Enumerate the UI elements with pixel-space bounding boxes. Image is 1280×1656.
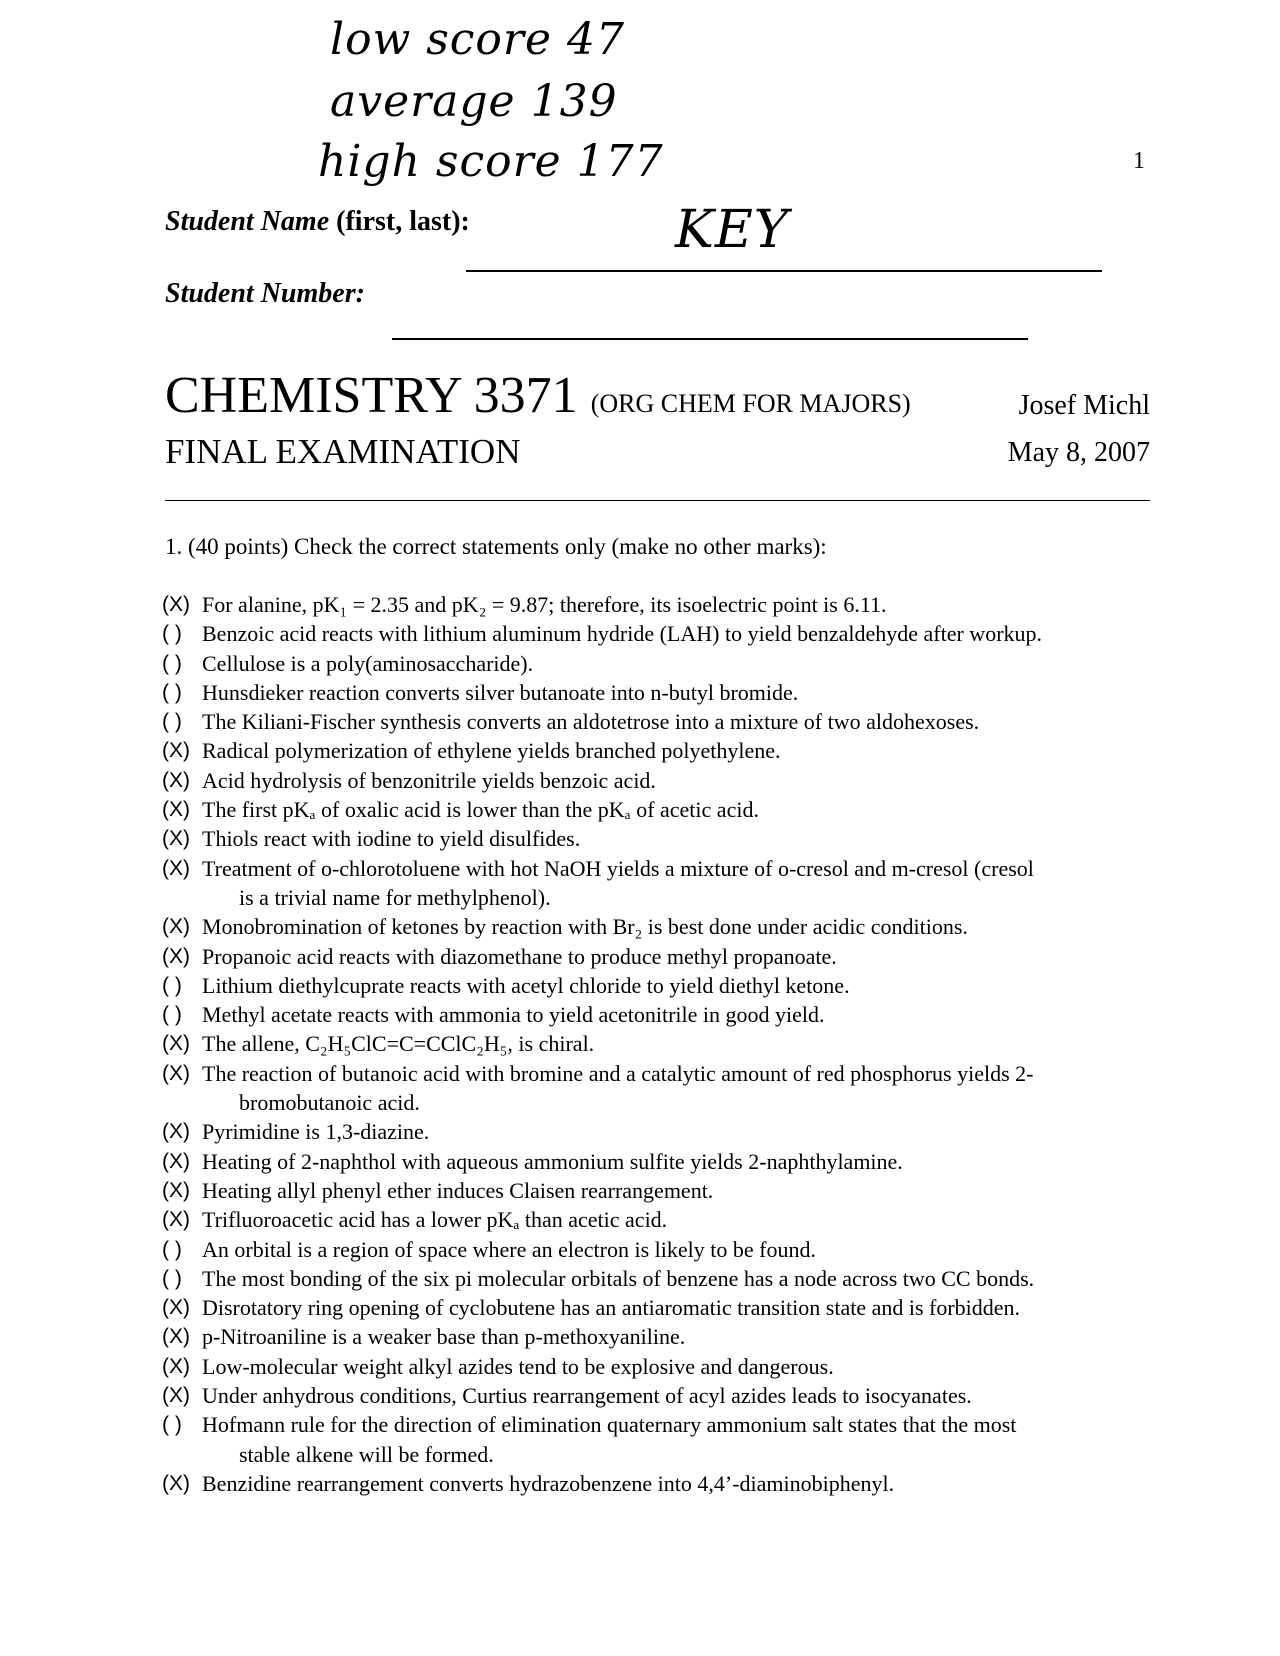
checkbox-mark[interactable]: (X) — [162, 593, 190, 616]
statement-text: The allene, C₂H₅ClC=C=CClC₂H₅, is chiral. — [202, 1031, 595, 1057]
statement-text: Low-molecular weight alkyl azides tend to be explosive and dangerous. — [202, 1353, 834, 1379]
statement-item — [162, 590, 1157, 619]
handwritten-key: KEY — [675, 200, 790, 260]
statement-item — [162, 1059, 1157, 1118]
checkbox-mark[interactable]: ( ) — [162, 1266, 182, 1290]
statement-text: The most bonding of the six pi molecular orbitals of benzene has a node across two CC bonds. — [202, 1265, 1035, 1291]
statement-item — [162, 619, 1157, 648]
statement-item — [162, 678, 1157, 707]
checkbox-mark[interactable]: (X) — [162, 1208, 190, 1232]
statement-item — [162, 736, 1157, 765]
checkbox-mark[interactable]: (X) — [162, 798, 190, 822]
checkbox-mark[interactable]: (X) — [162, 827, 190, 851]
checkbox-mark[interactable]: (X) — [162, 1149, 190, 1173]
student-number-label-text: Student Number: — [165, 278, 365, 309]
checkbox-mark[interactable]: (X) — [162, 1296, 190, 1320]
student-name-label-italic: Student Name — [165, 206, 330, 237]
statement-item — [162, 912, 1157, 941]
statement-item — [162, 971, 1157, 1000]
statement-text: Under anhydrous conditions, Curtius rearrangement of acyl azides leads to isocyanates. — [202, 1383, 972, 1409]
statement-text: For alanine, pK₁ = 2.35 and pK₂ = 9.87; therefore, its isoelectric point is 6.11. — [202, 592, 887, 617]
statement-text: Heating allyl phenyl ether induces Claisen rearrangement. — [202, 1177, 714, 1203]
statement-item — [162, 1117, 1157, 1146]
checkbox-mark[interactable]: ( ) — [162, 622, 182, 646]
statement-item — [162, 1235, 1157, 1264]
handwritten-high-score: high score 177 — [318, 136, 664, 187]
student-number-label — [165, 278, 365, 310]
question-heading: 1. (40 points) Check the correct statements only (make no other marks): — [165, 534, 827, 559]
header-divider — [165, 500, 1150, 501]
checkbox-mark[interactable]: (X) — [162, 915, 190, 939]
statement-item — [162, 1205, 1157, 1234]
statement-item — [162, 854, 1157, 913]
statement-item — [162, 1147, 1157, 1176]
statement-list — [162, 590, 1157, 1498]
statement-text-continued: stable alkene will be formed. — [239, 1441, 494, 1467]
statement-text: Disrotatory ring opening of cyclobutene has an antiaromatic transition state and is forbidden. — [202, 1295, 1021, 1321]
checkbox-mark[interactable]: ( ) — [162, 710, 182, 734]
statement-item — [162, 795, 1157, 824]
statement-text: Benzidine rearrangement converts hydrazobenzene into 4,4’-diaminobiphenyl. — [202, 1470, 895, 1496]
checkbox-mark[interactable]: (X) — [162, 1354, 190, 1378]
checkbox-mark[interactable]: (X) — [162, 944, 190, 968]
statement-text: Hofmann rule for the direction of elimination quaternary ammonium salt states that the most — [202, 1412, 1017, 1438]
checkbox-mark[interactable]: ( ) — [162, 680, 182, 704]
statement-text-continued: bromobutanoic acid. — [239, 1090, 420, 1116]
checkbox-mark[interactable]: (X) — [162, 1325, 190, 1349]
checkbox-mark[interactable]: (X) — [162, 739, 190, 763]
statement-text: An orbital is a region of space where an electron is likely to be found. — [202, 1236, 816, 1262]
student-name-label-rest: (first, last): — [336, 206, 470, 237]
statement-text: The Kiliani-Fischer synthesis converts an aldotetrose into a mixture of two aldohexoses. — [202, 709, 980, 735]
checkbox-mark[interactable]: ( ) — [162, 1003, 182, 1027]
statement-text: The reaction of butanoic acid with bromine and a catalytic amount of red phosphorus yields 2- — [202, 1060, 1034, 1086]
statement-item — [162, 824, 1157, 853]
statement-item — [162, 1000, 1157, 1029]
statement-item — [162, 1029, 1157, 1058]
statement-item — [162, 1322, 1157, 1351]
checkbox-mark[interactable]: (X) — [162, 1384, 190, 1408]
student-number-line — [392, 338, 1028, 340]
statement-item — [162, 766, 1157, 795]
statement-item — [162, 1410, 1157, 1469]
statement-text: Radical polymerization of ethylene yields branched polyethylene. — [202, 738, 781, 764]
statement-text: Benzoic acid reacts with lithium aluminum hydride (LAH) to yield benzaldehyde after workup. — [202, 621, 1043, 647]
statement-text: Pyrimidine is 1,3-diazine. — [202, 1119, 430, 1145]
statement-item — [162, 1264, 1157, 1293]
statement-text: Hunsdieker reaction converts silver butanoate into n-butyl bromide. — [202, 679, 799, 705]
statement-text: Trifluoroacetic acid has a lower pKₐ than acetic acid. — [202, 1207, 668, 1233]
student-name-line — [466, 270, 1102, 272]
statement-text-continued: is a trivial name for methylphenol). — [239, 884, 551, 910]
checkbox-mark[interactable]: (X) — [162, 1061, 190, 1085]
course-subtitle: (ORG CHEM FOR MAJORS) — [590, 389, 911, 418]
handwritten-low-score: low score 47 — [330, 14, 625, 65]
instructor-name: Josef Michl — [1018, 390, 1150, 421]
statement-item — [162, 649, 1157, 678]
statement-text: Acid hydrolysis of benzonitrile yields benzoic acid. — [202, 767, 656, 793]
statement-item — [162, 1381, 1157, 1410]
statement-text: Monobromination of ketones by reaction with Br₂ is best done under acidic conditions. — [202, 914, 968, 940]
statement-item — [162, 1176, 1157, 1205]
statement-text: Treatment of o-chlorotoluene with hot NaOH yields a mixture of o-cresol and m-cresol (cresol — [202, 855, 1034, 881]
course-name: CHEMISTRY 3371 — [165, 367, 578, 424]
statement-text: The first pKₐ of oxalic acid is lower than the pKₐ of acetic acid. — [202, 797, 759, 823]
statement-text: Lithium diethylcuprate reacts with acetyl chloride to yield diethyl ketone. — [202, 972, 850, 998]
statement-text: Propanoic acid reacts with diazomethane to produce methyl propanoate. — [202, 943, 837, 969]
checkbox-mark[interactable]: (X) — [162, 1032, 190, 1056]
checkbox-mark[interactable]: (X) — [162, 1471, 190, 1495]
checkbox-mark[interactable]: (X) — [162, 1178, 190, 1202]
checkbox-mark[interactable]: ( ) — [162, 1413, 182, 1437]
page-number: 1 — [1133, 148, 1145, 174]
checkbox-mark[interactable]: (X) — [162, 1120, 190, 1144]
statement-item — [162, 942, 1157, 971]
course-title — [165, 367, 911, 424]
statement-text: Methyl acetate reacts with ammonia to yield acetonitrile in good yield. — [202, 1002, 825, 1028]
exam-date: May 8, 2007 — [1007, 437, 1150, 468]
statement-text: p-Nitroaniline is a weaker base than p-methoxyaniline. — [202, 1324, 686, 1350]
checkbox-mark[interactable]: ( ) — [162, 651, 182, 675]
student-name-label — [165, 206, 470, 238]
exam-title: FINAL EXAMINATION — [165, 432, 521, 471]
statement-item — [162, 707, 1157, 736]
statement-item — [162, 1352, 1157, 1381]
handwritten-average: average 139 — [330, 76, 618, 127]
statement-text: Heating of 2-naphthol with aqueous ammonium sulfite yields 2-naphthylamine. — [202, 1148, 903, 1174]
checkbox-mark[interactable]: ( ) — [162, 973, 182, 997]
checkbox-mark[interactable]: (X) — [162, 856, 190, 880]
checkbox-mark[interactable]: (X) — [162, 768, 190, 792]
statement-item — [162, 1293, 1157, 1322]
checkbox-mark[interactable]: ( ) — [162, 1237, 182, 1261]
statement-text: Cellulose is a poly(aminosaccharide). — [202, 650, 534, 676]
statement-text: Thiols react with iodine to yield disulfides. — [202, 826, 581, 852]
statement-item — [162, 1469, 1157, 1498]
